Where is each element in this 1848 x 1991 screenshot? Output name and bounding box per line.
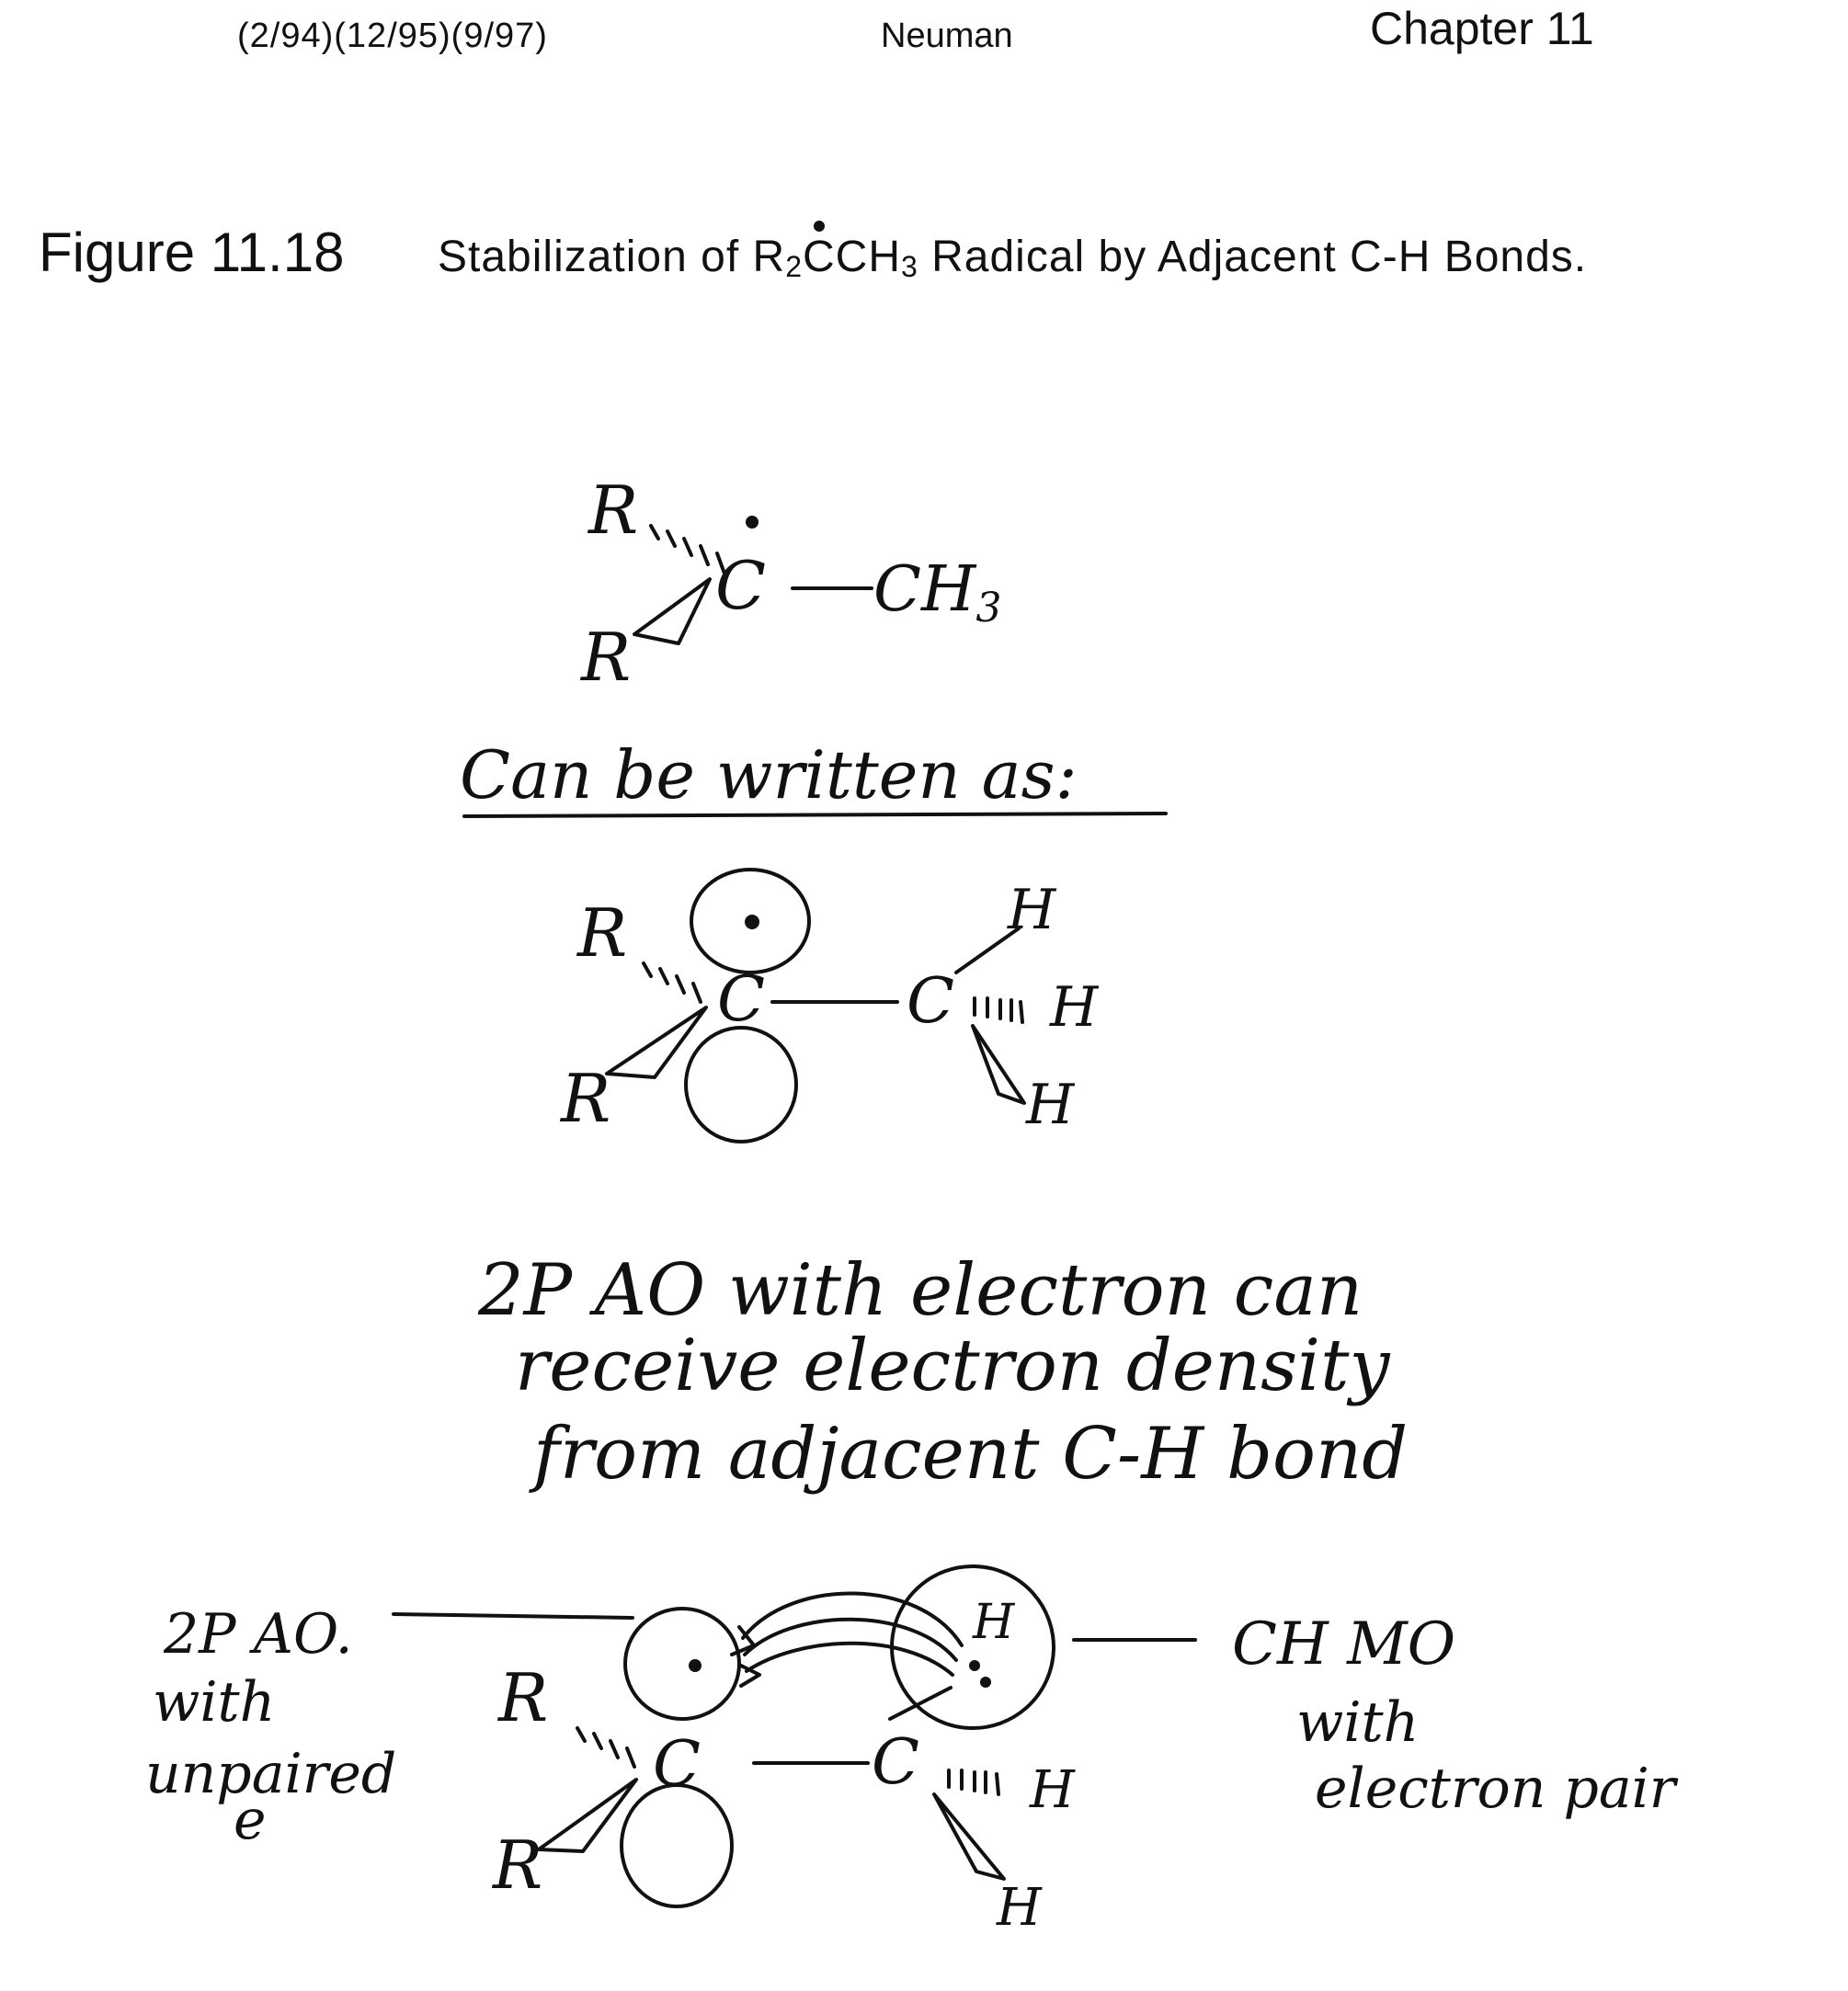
leader-line bbox=[394, 1614, 633, 1618]
explanation-line-2: receive electron density bbox=[515, 1325, 1390, 1407]
s3-left-label-1: 2P AO. bbox=[164, 1602, 353, 1667]
s3-h-right: H bbox=[1030, 1760, 1075, 1820]
p-orbital-bottom-icon bbox=[622, 1785, 732, 1906]
s3-r-bottom: R bbox=[493, 1826, 543, 1904]
s3-right-label-2: with bbox=[1296, 1690, 1420, 1755]
structure-2-orbitals bbox=[607, 870, 1024, 1142]
s2-r-bottom: R bbox=[561, 1060, 611, 1137]
s3-left-label-3: unpaired bbox=[145, 1742, 397, 1806]
s1-r-bottom: R bbox=[581, 619, 632, 696]
donation-arrow-icon bbox=[745, 1620, 956, 1660]
s3-left-label-4: e bbox=[234, 1788, 267, 1852]
s2-h-right: H bbox=[1050, 975, 1099, 1040]
solid-wedge-icon bbox=[607, 1007, 706, 1077]
p-orbital-bottom-icon bbox=[686, 1028, 796, 1142]
s2-r-top: R bbox=[577, 894, 628, 972]
label-written-as: Can be written as: bbox=[460, 736, 1078, 813]
s3-c-right: C bbox=[872, 1726, 920, 1799]
electron-dot-icon bbox=[969, 1660, 980, 1671]
s3-c-left: C bbox=[653, 1728, 702, 1801]
bond-line bbox=[890, 1688, 951, 1719]
explanation-line-1: 2P AO with electron can bbox=[478, 1249, 1363, 1332]
caption-mid: CH bbox=[835, 233, 901, 281]
radical-dot-icon bbox=[746, 516, 759, 529]
radical-dot-icon bbox=[745, 915, 759, 929]
donation-arrow-icon bbox=[747, 1644, 953, 1675]
explanation-line-3: from adjacent C-H bond bbox=[533, 1413, 1409, 1496]
electron-dot-icon bbox=[980, 1677, 991, 1688]
s1-ch3: CH3 bbox=[873, 553, 1002, 631]
p-orbital-top-icon bbox=[625, 1609, 739, 1719]
hashed-wedge-icon bbox=[949, 1770, 998, 1794]
figure-number: Figure 11.18 bbox=[39, 222, 345, 283]
s3-left-label-2: with bbox=[153, 1670, 276, 1735]
solid-wedge-icon bbox=[973, 1026, 1024, 1103]
solid-wedge-icon bbox=[634, 579, 710, 643]
caption-prefix: Stabilization of R bbox=[438, 233, 786, 281]
caption-suffix: Radical by Adjacent C-H Bonds. bbox=[918, 233, 1588, 281]
solid-wedge-icon bbox=[934, 1794, 1004, 1879]
s3-right-label-1: CH MO bbox=[1232, 1610, 1456, 1678]
caption-sub2: 3 bbox=[900, 250, 918, 283]
s1-center-carbon: C bbox=[715, 547, 767, 624]
hashed-wedge-icon bbox=[651, 526, 724, 574]
radical-dot-icon bbox=[689, 1659, 702, 1672]
arrow-head-icon bbox=[741, 1666, 759, 1686]
s2-c-right: C bbox=[907, 965, 955, 1038]
caption-radical-carbon: C bbox=[803, 232, 836, 282]
s3-h-orbital: H bbox=[973, 1595, 1015, 1650]
s3-h-bottom: H bbox=[997, 1878, 1042, 1938]
s3-r-top: R bbox=[498, 1659, 549, 1736]
s2-c-left: C bbox=[717, 963, 766, 1036]
s3-right-label-3: electron pair bbox=[1315, 1757, 1676, 1821]
underline-divider bbox=[464, 813, 1166, 816]
hashed-wedge-icon bbox=[644, 963, 701, 1002]
s2-h-top: H bbox=[1008, 878, 1056, 942]
s2-h-bottom: H bbox=[1026, 1073, 1075, 1137]
header-author: Neuman bbox=[881, 17, 1013, 55]
caption-sub: 2 bbox=[785, 250, 803, 283]
hashed-wedge-icon bbox=[577, 1728, 634, 1767]
header-chapter: Chapter 11 bbox=[1370, 3, 1594, 54]
s1-r-top: R bbox=[588, 472, 639, 549]
header-dates: (2/94)(12/95)(9/97) bbox=[237, 17, 548, 55]
hashed-wedge-icon bbox=[975, 998, 1022, 1022]
